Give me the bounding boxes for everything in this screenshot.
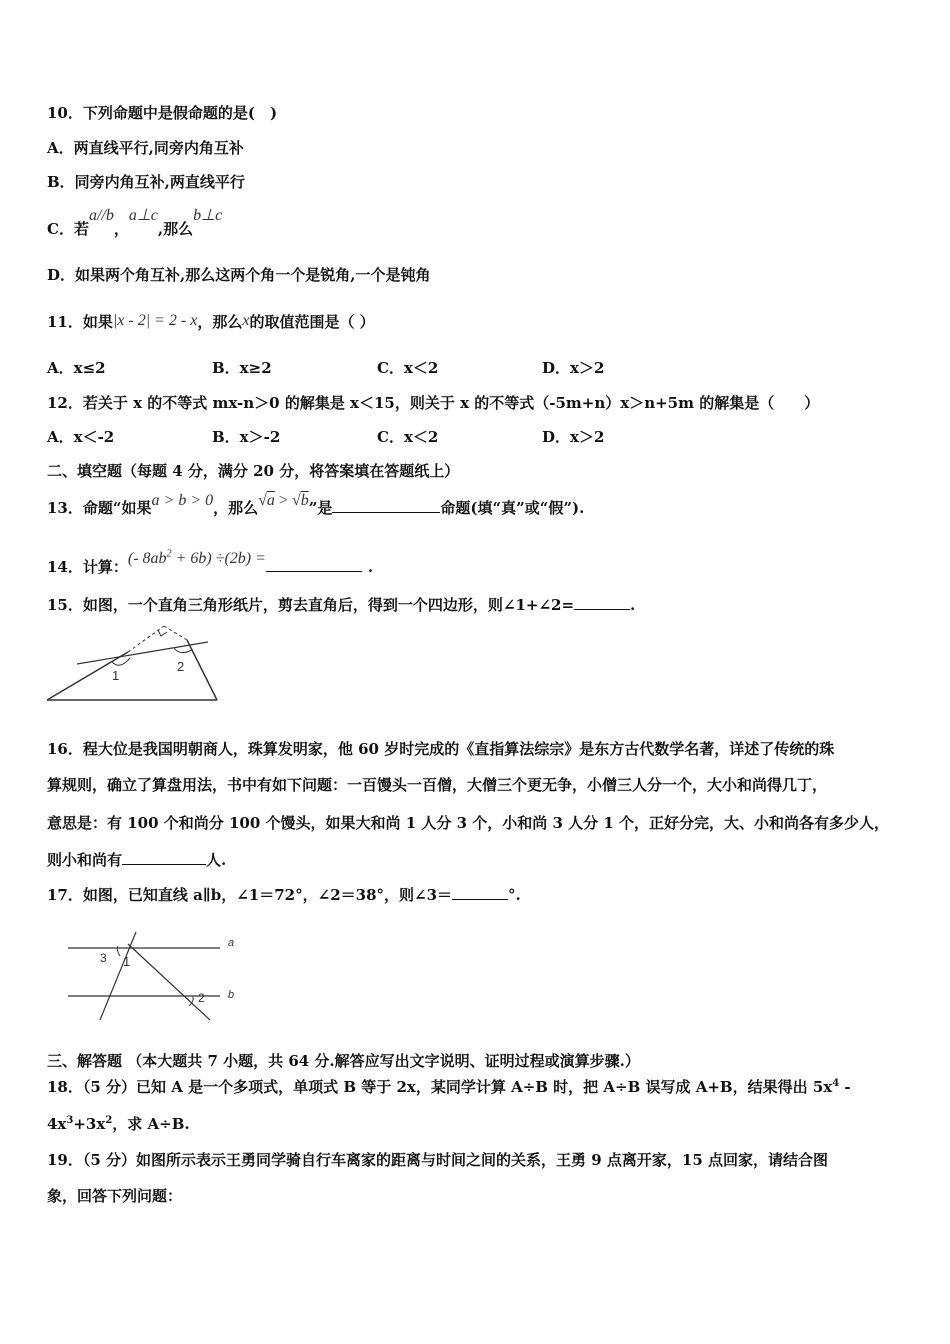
q13-answer-blank[interactable] bbox=[332, 498, 440, 513]
cut-corner-left bbox=[128, 626, 164, 652]
q18-line1-text: 18．（5 分）已知 A 是一个多项式，单项式 B 等于 2x，某同学计算 A÷B 时，把 A÷B 误写成 A+B，结果得出 5x bbox=[47, 1078, 833, 1096]
q16-line3: 意思是：有 100 个和尚分 100 个馒头，如果大和尚 1 人分 3 个，小和尚 3 人分 1 个，正好分完，大、小和尚各有多少人， bbox=[47, 814, 890, 832]
q10-option-d: D．如果两个角互补,那么这两个角一个是锐角,一个是钝角 bbox=[47, 266, 431, 284]
q11-suffix: 的取值范围是（ ） bbox=[249, 313, 375, 331]
q11-mid: ，那么 bbox=[197, 313, 243, 331]
section-2-heading: 二、填空题（每题 4 分，满分 20 分，将答案填在答题纸上） bbox=[47, 462, 460, 480]
q10-option-a: A．两直线平行,同旁内角互补 bbox=[47, 139, 244, 157]
q10-stem: 10．下列命题中是假命题的是( ) bbox=[47, 104, 278, 122]
angle-2-label: 2 bbox=[198, 991, 205, 1005]
q10-c-prefix: C．若 bbox=[47, 220, 89, 238]
q15-answer-blank[interactable] bbox=[574, 595, 630, 610]
q12-option-c: C．x＜2 bbox=[377, 428, 439, 446]
q10-c-comma: ， bbox=[113, 220, 129, 238]
q10-c-math1: a//b bbox=[88, 207, 114, 224]
q15-end: . bbox=[630, 596, 636, 614]
q17-answer-blank[interactable] bbox=[452, 885, 508, 900]
q19-line2: 象，回答下列问题： bbox=[47, 1187, 183, 1205]
q16-line2: 算规则，确立了算盘用法，书中有如下问题：一百馒头一百僧，大僧三个更无争，小僧三人分一个，大小和尚得几丁， bbox=[47, 776, 828, 794]
sqrt-symbol: √ bbox=[258, 492, 267, 509]
angle-2-arc bbox=[174, 648, 192, 653]
q17-end: °. bbox=[508, 886, 521, 904]
transversal-2 bbox=[128, 944, 210, 1020]
line-a-label: a bbox=[228, 937, 235, 949]
section-3-heading: 三、解答题 （本大题共 7 小题，共 64 分.解答应写出文字说明、证明过程或演算步骤.） bbox=[47, 1052, 640, 1070]
q11-prefix: 11．如果 bbox=[47, 313, 113, 331]
q11-option-b: B．x≥2 bbox=[212, 359, 272, 377]
q11-option-a: A．x≤2 bbox=[47, 359, 106, 377]
transversal-1 bbox=[100, 932, 136, 1020]
angle-3-label: 3 bbox=[100, 951, 107, 965]
q12-option-b: B．x＞-2 bbox=[212, 428, 281, 446]
cut-line bbox=[77, 642, 208, 664]
angle-1-label: 1 bbox=[112, 668, 120, 683]
q10-option-c bbox=[47, 207, 223, 239]
q12-option-d: D．x＞2 bbox=[542, 428, 605, 446]
q19-line1: 19．（5 分）如图所示表示王勇同学骑自行车离家的距离与时间之间的关系，王勇 9 点离开家，15 点回家，请结合图 bbox=[47, 1151, 829, 1169]
q13-mid: ，那么 bbox=[213, 499, 259, 517]
q18-line2-a: 4x bbox=[47, 1115, 67, 1133]
q15-text: 15．如图，一个直角三角形纸片，剪去直角后，得到一个四边形，则∠1+∠2= bbox=[47, 596, 575, 614]
triangle-right-side bbox=[187, 640, 217, 700]
q14-expression bbox=[128, 550, 266, 567]
q10-c-math3: b⊥c bbox=[193, 207, 223, 224]
angle-2-label: 2 bbox=[177, 659, 185, 674]
q13-prefix: 13．命题“如果 bbox=[47, 499, 152, 517]
q16-line1: 16．程大位是我国明朝商人，珠算发明家，他 60 岁时完成的《直指算法综宗》是东方古代数学名著，详述了传统的珠 bbox=[47, 740, 835, 758]
q14-answer-blank[interactable] bbox=[266, 557, 362, 572]
q14-expr-sup: 2 bbox=[166, 548, 172, 560]
q13-concl-b: b bbox=[300, 492, 309, 509]
q18-line1 bbox=[47, 1076, 851, 1097]
q10-option-b: B．同旁内角互补,两直线平行 bbox=[47, 173, 245, 191]
q17-stem bbox=[47, 884, 521, 905]
q10-c-then: ,那么 bbox=[157, 220, 194, 238]
q11-variable: x bbox=[242, 312, 250, 329]
q11-option-d: D．x＞2 bbox=[542, 359, 605, 377]
q11-stem bbox=[47, 311, 375, 332]
q13-suffix1: ”是 bbox=[308, 499, 333, 517]
q14-stem bbox=[47, 548, 374, 577]
q18-line2-sup1: 3 bbox=[66, 1115, 74, 1126]
q14-expr-a: (- 8ab bbox=[127, 550, 167, 567]
q14-end: . bbox=[367, 558, 374, 576]
q13-suffix2: 命题(填“真”或“假”). bbox=[440, 499, 585, 517]
q13-stem bbox=[47, 492, 585, 518]
q13-conclusion bbox=[258, 492, 309, 509]
right-angle-mark bbox=[158, 630, 167, 636]
q18-line1-end: - bbox=[839, 1078, 851, 1096]
q17-text: 17．如图，已知直线 a∥b，∠1＝72°，∠2＝38°，则∠3＝ bbox=[47, 886, 453, 904]
q18-line2-b: +3x bbox=[73, 1115, 106, 1133]
q14-expr-b: + 6b) ÷(2b) = bbox=[171, 550, 266, 567]
q18-line2 bbox=[47, 1113, 190, 1134]
angle-1-label: 1 bbox=[123, 954, 131, 969]
q17-figure bbox=[60, 928, 245, 1024]
sqrt-symbol: √ bbox=[291, 492, 301, 509]
q15-stem bbox=[47, 594, 635, 615]
q14-prefix: 14．计算： bbox=[47, 558, 128, 576]
q16-line4-suffix: 人. bbox=[206, 851, 227, 869]
q11-equation: |x - 2| = 2 - x bbox=[112, 312, 198, 329]
line-b-label: b bbox=[228, 989, 235, 1001]
q10-c-math2: a⊥c bbox=[128, 207, 158, 224]
q16-answer-blank[interactable] bbox=[122, 850, 206, 865]
q13-condition: a > b > 0 bbox=[151, 492, 214, 509]
q18-line2-c: ，求 A÷B. bbox=[112, 1115, 190, 1133]
q13-gt: > bbox=[274, 492, 292, 509]
q15-figure bbox=[40, 618, 225, 708]
q18-line2-sup2: 2 bbox=[105, 1115, 113, 1126]
q18-line1-sup: 4 bbox=[832, 1078, 840, 1089]
q16-line4 bbox=[47, 849, 226, 870]
q12-option-a: A．x＜-2 bbox=[47, 428, 115, 446]
cut-corner-right bbox=[164, 626, 187, 640]
q13-concl-a: a bbox=[266, 492, 275, 509]
q12-stem: 12．若关于 x 的不等式 mx-n＞0 的解集是 x＜15，则关于 x 的不等式（-5m+n）x＞n+5m 的解集是（ ） bbox=[47, 394, 820, 412]
q11-option-c: C．x＜2 bbox=[377, 359, 439, 377]
q16-line4-prefix: 则小和尚有 bbox=[47, 851, 123, 869]
